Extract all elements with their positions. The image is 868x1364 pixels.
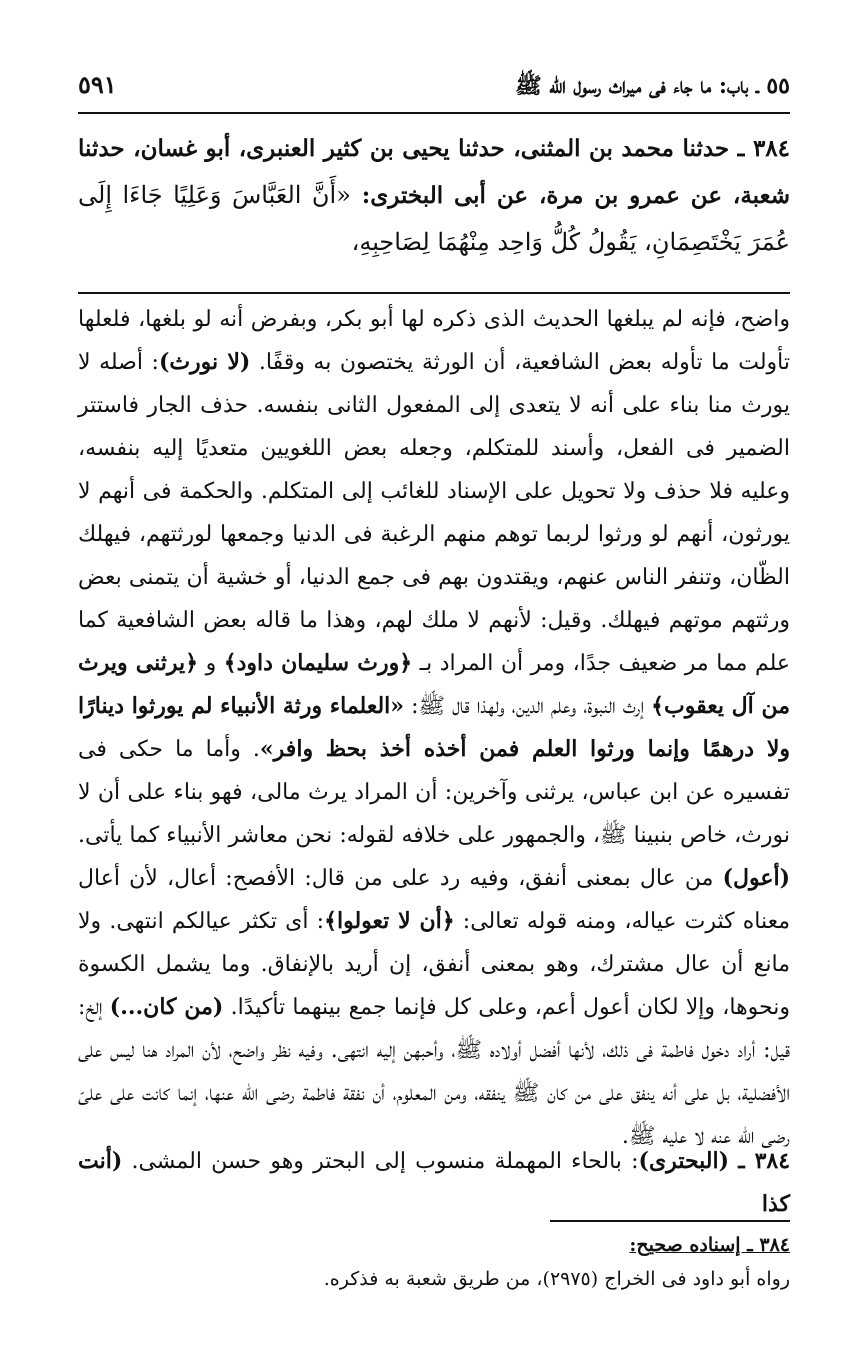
quran-quote: ﴿أن لا تعولوا﴾: [324, 908, 455, 934]
note-text: : بالحاء المهملة منسوب إلى البحتر وهو حسن المشى.: [131, 1149, 639, 1174]
hadith-isnad: حدثنا محمد بن المثنى، حدثنا يحيى بن كثير العنبرى، أبو غسان، حدثنا شعبة، عن عمرو بن مرة، عن أبى البخترى:: [78, 135, 790, 209]
commentary-block: [78, 298, 790, 1158]
quran-quote: ﴿ورث سليمان داود﴾: [223, 650, 413, 676]
commentary-text: من عال بمعنى أنفق، وفيه رد على من قال: الأفصح: أعال، لأن أعال معناه كثرت عياله، ومنه قوله تعالى:: [78, 866, 791, 934]
header-divider: [78, 112, 790, 114]
commentary-text: واضح، فإنه لم يبلغها الحديث الذى ذكره لها أبو بكر، وبفرض أنه لو بلغها، فلعلها تأولت ما تأوله بعض الشافعية، أن الورثة يختصون به وقفًا.: [78, 307, 790, 375]
chapter-title: ٥٥ ـ باب: ما جاء فى ميراث رسول الله ﷺ: [515, 73, 790, 99]
commentary-divider: [78, 292, 790, 294]
page-number: ٥٩١: [78, 70, 117, 99]
commentary-term: (أعول): [722, 865, 790, 891]
commentary-term: (لا نورث): [158, 349, 251, 375]
commentary-text: و: [205, 651, 217, 676]
hadith-text: [78, 126, 790, 266]
footnote-heading: ٣٨٤ ـ إسناده صحيح:: [629, 1234, 790, 1256]
commentary-term: (من كان...): [109, 994, 224, 1020]
footnote-text: رواه أبو داود فى الخراج (٢٩٧٥)، من طريق شعبة به فذكره.: [323, 1268, 790, 1290]
commentary-text: : أصله لا يورث منا بناء على أنه لا يتعدى إلى المفعول الثانى بنفسه. حذف الجار فاستتر الضمير فى الفعل، وأسند للمتكلم، وجعله بعض اللغويين متعديًا إليه بنفسه، وعليه فلا حذف ولا تحويل على الإسناد للغائب إلى المتكلم. والحكمة فى أنهم لا يورثون، أنهم لو ورثوا لربما توهم منهم الرغبة فى الدنيا وجمعها لورثتهم، فيهلك الظّان، وتنفر الناس عنهم، ويقتدون بهم فى جمع الدنيا، أو خشية أن يتمنى بعض ورثتهم موتهم فيهلك. وقيل: لأنهم لا ملك لهم، وهذا ما قاله بعض الشافعية كما علم مما مر ضعيف جدًا، ومر أن المراد بـ: [78, 350, 791, 676]
commentary-text: إرث النبوة، وعلم الدين، ولهذا قال ﷺ:: [411, 694, 645, 719]
commentary-text: : أى تكثر عيالكم انتهى. ولا مانع أن عال مشترك، وهو بمعنى أنفق، إن أريد بالإنفاق. وما يشمل الكسوة ونحوها، وإلا لكان أعول أعم، وعلى كل فإنما جمع بينهما تأكيدًا.: [78, 909, 790, 1020]
page-header: [78, 68, 790, 108]
note-tail: (أنت كذا: [78, 1148, 790, 1217]
note-number: ٣٨٤ ـ: [738, 1148, 791, 1174]
commentary-text: . وأما ما حكى فى تفسيره عن ابن عباس، يرثنى وآخرين: أن المراد يرث مالى، فهو بناء على أن لا نورث، خاص بنبينا ﷺ، والجمهور على خلافه لقوله: نحن معاشر الأنبياء كما يأتى.: [78, 737, 790, 848]
commentary-text: إلخ: قيل: أراد دخول فاطمة فى ذلك، لأنها أفضل أولاده ﷺ، وأحبهن إليه انتهى. وفيه نظر واضح، لأن المراد هنا ليس على الأفضلية، بل على أنه ينفق على من كان ﷺ ينفقه، ومن المعلوم، أن نفقة فاطمة رضى الله عنها، إنما كانت على علىّ رضى الله عنه لا عليه ﷺ.: [78, 995, 790, 1149]
footnote: [78, 1228, 790, 1296]
hadith-matn: «أَنَّ العَبَّاسَ وَعَلِيًا جَاءَا إِلَى عُمَرَ يَخْتَصِمَانِ، يَقُولُ كُلُّ وَاحِد مِنْهُمَا لِصَاحِبِهِ،: [78, 181, 790, 256]
second-note: [78, 1140, 790, 1226]
hadith-number: ٣٨٤ ـ: [737, 135, 790, 162]
hadith-quote: «العلماء ورثة الأنبياء لم يورثوا دينارًا ولا درهمًا وإنما ورثوا العلم فمن أخذه أخذ بحظ وافر»: [78, 693, 790, 762]
footnote-divider: [550, 1220, 790, 1222]
note-term: (البحترى): [638, 1148, 730, 1174]
quran-quote: ﴿يرثنى ويرث من آل يعقوب﴾: [78, 650, 791, 719]
